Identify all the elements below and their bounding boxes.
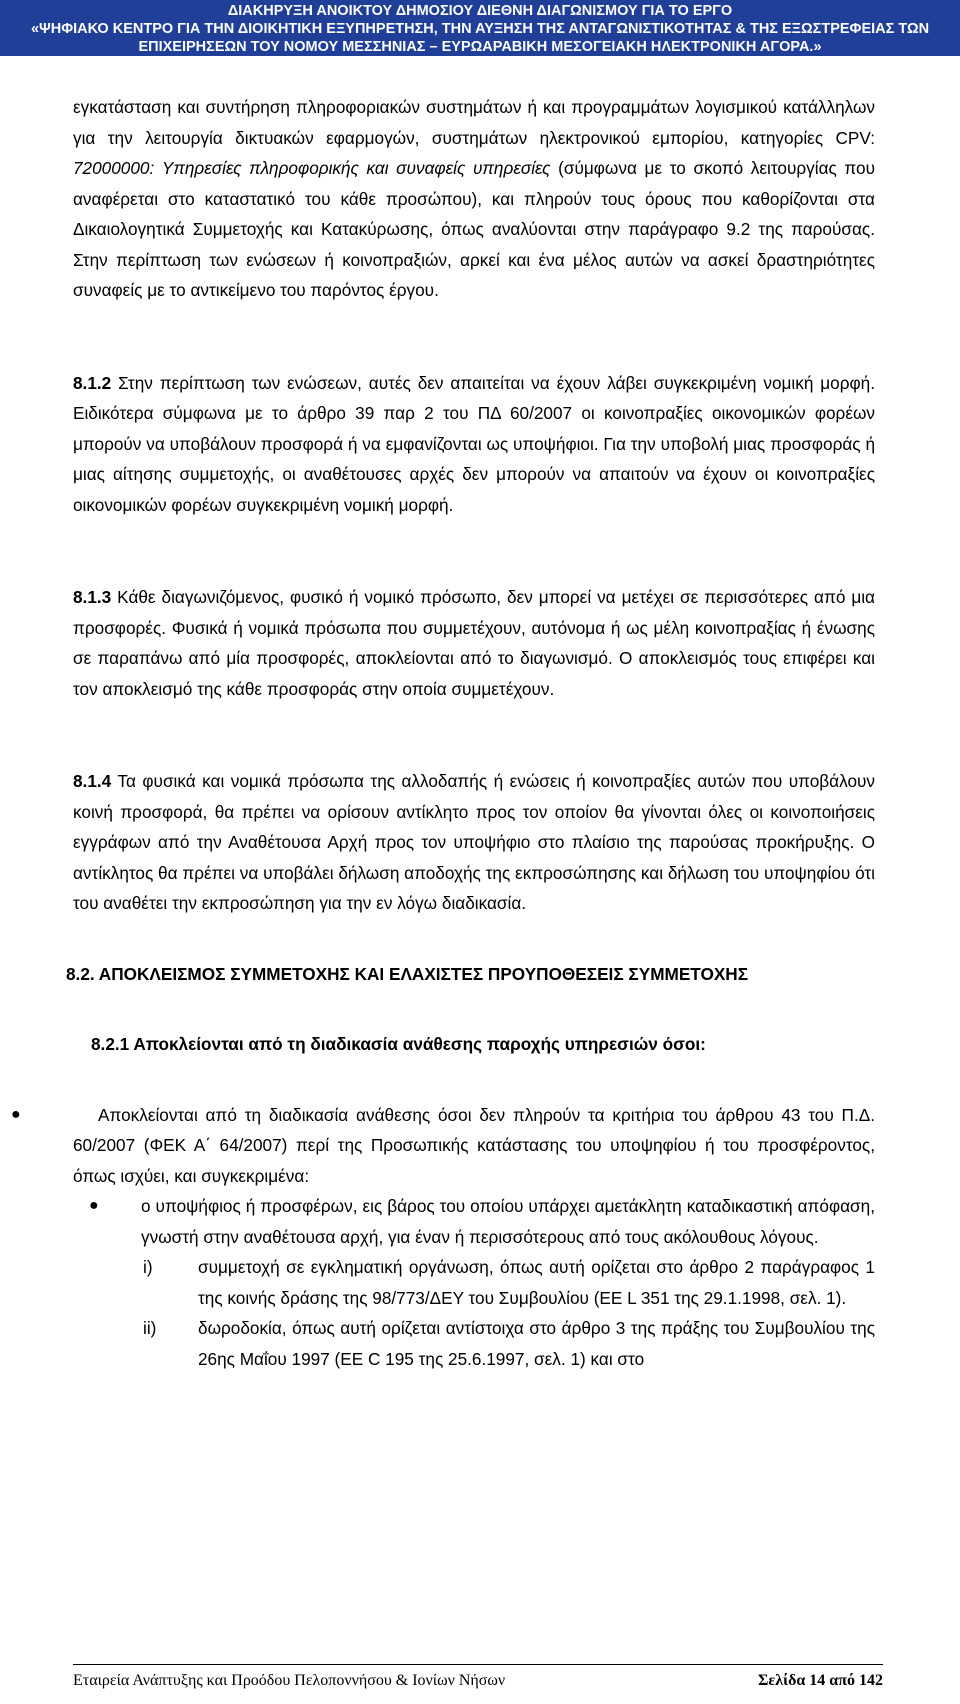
intro-paragraph: εγκατάσταση και συντήρηση πληροφοριακών συστημάτων ή και προγραμμάτων λογισμικού κατάλληλων για την λειτουργία δικτυακών εφαρμογών, συστημάτων ηλεκτρονικού εμπορίου, κατηγορίες CPV: 72000000: Υπηρεσίες πληροφορικής και συναφείς υπηρεσίες (σύμφωνα με το σκοπό λειτουργίας που αναφέρεται στο καταστατικό του κάθε προσώπου), και πληρούν τους όρους που καθορίζονται στα Δικαιολογητικά Συμμετοχής και Κατακύρωσης, όπως αναλύονται στην παράγραφο 9.2 της παρούσας. Στην περίπτωση των ενώσεων ή κοινοπραξιών, αρκεί και ένα μέλος αυτών να ασκεί δραστηριότητες συναφείς με το αντικείμενο του παρόντος έργου.: [73, 97, 875, 300]
exclusion-list: [11, 1100, 875, 1375]
section-number: 8.1.4: [73, 771, 112, 791]
list-item: ● Αποκλείονται από τη διαδικασία ανάθεσης όσοι δεν πληρούν τα κριτήρια του άρθρου 43 του Π.Δ. 60/2007 (ΦΕΚ Α΄ 64/2007) περί της Προσωπικής κατάστασης του υποψηφίου ή του προσφέροντος, όπως ισχύει, και συγκεκριμένα:: [73, 1100, 875, 1192]
list-item: ii) δωροδοκία, όπως αυτή ορίζεται αντίστοιχα στο άρθρο 3 της πράξης του Συμβουλίου της 26ης Μαΐου 1997 (ΕΕ C 195 της 25.6.1997, σελ. 1) και στο: [198, 1313, 875, 1374]
roman-numeral: i): [143, 1257, 153, 1277]
document-body: [11, 92, 875, 1374]
list-item: ● ο υποψήφιος ή προσφέρων, εις βάρος του οποίου υπάρχει αμετάκλητη καταδικαστική απόφαση, γνωστή στην αναθέτουσα αρχή, για έναν ή περισσότερους από τους ακόλουθους λόγους.: [141, 1191, 875, 1252]
paragraph-8-1-4: 8.1.4 Τα φυσικά και νομικά πρόσωπα της αλλοδαπής ή ενώσεις ή κοινοπραξίες αυτών που υποβάλουν κοινή προσφορά, θα πρέπει να ορίσουν αντίκλητο προς τον οποίον θα γίνονται όλες οι κοινοποιήσεις εγγράφων από την Αναθέτουσα Αρχή προς τον υποψήφιο στο πλαίσιο της παρούσας προκήρυξης. Ο αντίκλητος θα πρέπει να υποβάλει δήλωση αποδοχής της εκπροσώπησης και δήλωση του υποψηφίου ότι του αναθέτει την εκπροσώπηση για την εν λόγω διαδικασία.: [73, 771, 875, 913]
header-line-3: ΕΠΙΧΕΙΡΗΣΕΩΝ ΤΟΥ ΝΟΜΟΥ ΜΕΣΣΗΝΙΑΣ – ΕΥΡΩΑΡΑΒΙΚΗ ΜΕΣΟΓΕΙΑΚΗ ΗΛΕΚΤΡΟΝΙΚΗ ΑΓΟΡΑ.»: [138, 39, 822, 55]
bullet-icon: ●: [11, 1105, 21, 1123]
cpv-text: 72000000: Υπηρεσίες πληροφορικής και συναφείς υπηρεσίες: [73, 158, 551, 178]
document-header: [0, 0, 960, 56]
bullet-icon: ●: [89, 1197, 99, 1214]
heading-8-2: 8.2. ΑΠΟΚΛΕΙΣΜΟΣ ΣΥΜΜΕΤΟΧΗΣ ΚΑΙ ΕΛΑΧΙΣΤΕΣ ΠΡΟΥΠΟΘΕΣΕΙΣ ΣΥΜΜΕΤΟΧΗΣ: [66, 963, 749, 984]
section-number: 8.1.2: [73, 372, 112, 393]
document-footer: [73, 1667, 883, 1697]
header-line-1: ΔΙΑΚΗΡΥΞΗ ΑΝΟΙΚΤΟΥ ΔΗΜΟΣΙΟΥ ΔΙΕΘΝΗ ΔΙΑΓΩΝΙΣΜΟΥ ΓΙΑ ΤΟ ΕΡΓΟ: [227, 3, 733, 19]
page-number: Σελίδα 14 από 142: [757, 1672, 883, 1689]
footer-organization: Εταιρεία Ανάπτυξης και Προόδου Πελοποννήσου & Ιονίων Νήσων: [73, 1672, 506, 1689]
paragraph-8-1-3: 8.1.3 Κάθε διαγωνιζόμενος, φυσικό ή νομικό πρόσωπο, δεν μπορεί να μετέχει σε περισσότερες από μια προσφορές. Φυσικά ή νομικά πρόσωπα που συμμετέχουν, αυτόνομα ή ως μέλη κοινοπραξίας ή ένωσης σε παραπάνω από μία προσφορές, αποκλείονται από το διαγωνισμό. Ο αποκλεισμός τους επιφέρει και τον αποκλεισμό της κάθε προσφοράς στην οποία συμμετέχουν.: [73, 587, 875, 699]
footer-divider: [73, 1664, 883, 1665]
heading-8-2-1: 8.2.1 Αποκλείονται από τη διαδικασία ανάθεσης παροχής υπηρεσιών όσοι:: [91, 1034, 706, 1054]
list-item: i) συμμετοχή σε εγκληματική οργάνωση, όπως αυτή ορίζεται στο άρθρο 2 παράγραφος 1 της κοινής δράσης της 98/773/ΔΕΥ του Συμβουλίου (ΕΕ L 351 της 29.1.1998, σελ. 1).: [198, 1252, 875, 1313]
paragraph-8-1-2: 8.1.2 Στην περίπτωση των ενώσεων, αυτές δεν απαιτείται να έχουν λάβει συγκεκριμένη νομική μορφή. Ειδικότερα σύμφωνα με το άρθρο 39 παρ 2 του ΠΔ 60/2007 οι κοινοπραξίες οικονομικών φορέων μπορούν να υποβάλουν προσφορά ή να εμφανίζονται ως υποψήφιοι. Για την υποβολή μιας προσφοράς ή μιας αίτησης συμμετοχής, οι αναθέτουσες αρχές δεν μπορούν να απαιτούν να έχουν οι κοινοπραξίες οικονομικών φορέων συγκεκριμένη νομική μορφή.: [73, 372, 875, 515]
roman-numeral: ii): [143, 1318, 157, 1338]
header-line-2: «ΨΗΦΙΑΚΟ ΚΕΝΤΡΟ ΓΙΑ ΤΗΝ ΔΙΟΙΚΗΤΙΚΗ ΕΞΥΠΗΡΕΤΗΣΗ, ΤΗΝ ΑΥΞΗΣΗ ΤΗΣ ΑΝΤΑΓΩΝΙΣΤΙΚΟΤΗΤΑΣ & ΤΗΣ ΕΞΩΣΤΡΕΦΕΙΑΣ ΤΩΝ: [30, 21, 930, 37]
section-number: 8.1.3: [73, 587, 112, 607]
